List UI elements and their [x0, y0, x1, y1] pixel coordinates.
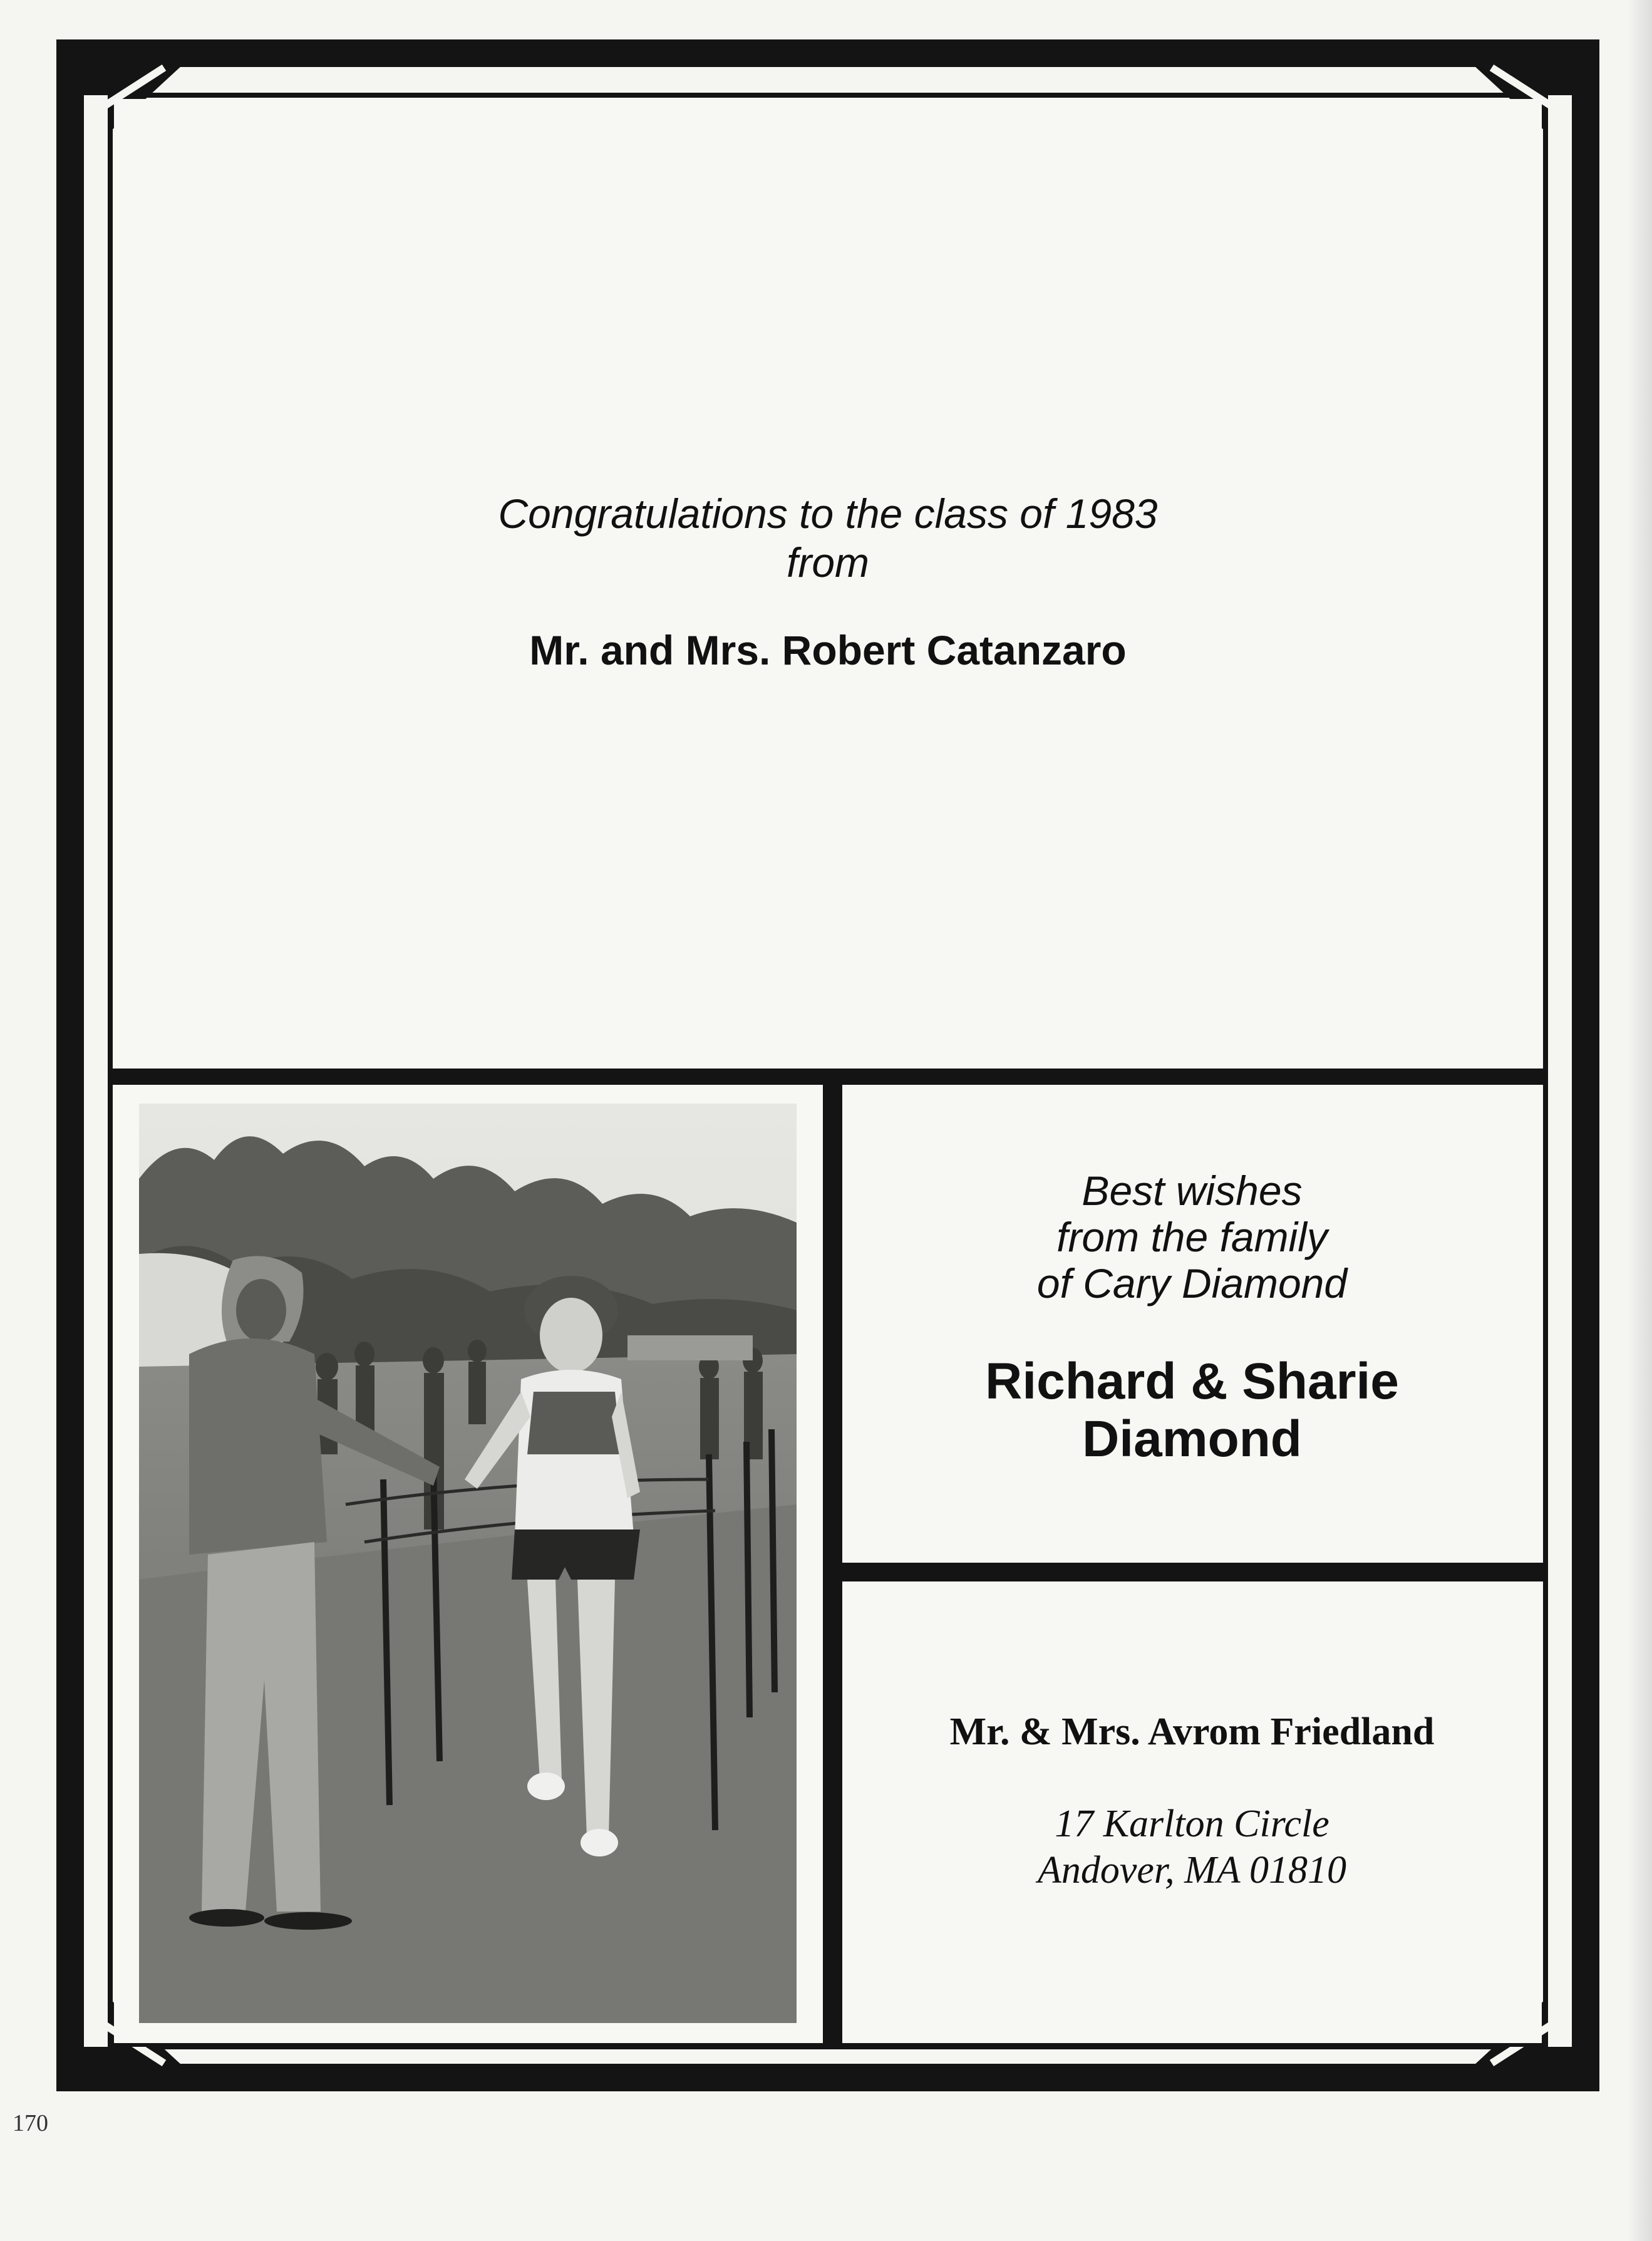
- sponsor-name: Mr. and Mrs. Robert Catanzaro: [529, 627, 1127, 673]
- friedland-ad-panel: [842, 1581, 1542, 2043]
- page-number: 170: [13, 2110, 48, 2136]
- address-line: 17 Karlton Circle: [1055, 1803, 1329, 1845]
- from-line: from: [787, 539, 869, 586]
- runner-photo: [139, 1104, 797, 2023]
- friedland-sponsor-name: Mr. & Mrs. Avrom Friedland: [949, 1711, 1435, 1753]
- wishes-line: of Cary Diamond: [1036, 1260, 1348, 1307]
- congratulations-line: Congratulations to the class of 1983: [498, 490, 1158, 537]
- diamond-ad-panel: [842, 1085, 1542, 1563]
- wishes-line: from the family: [1056, 1214, 1328, 1260]
- best-wishes-text: [842, 1167, 1542, 1307]
- diamond-sponsor-names: [842, 1353, 1542, 1468]
- address-line: Andover, MA 01810: [1037, 1849, 1347, 1892]
- friedland-address: [842, 1801, 1542, 1893]
- wishes-line: Best wishes: [1082, 1167, 1303, 1214]
- catanzaro-ad-panel: [114, 99, 1542, 1069]
- names-line: Diamond: [1082, 1410, 1302, 1467]
- photo-panel: [114, 1085, 823, 2043]
- names-line: Richard & Sharie: [985, 1353, 1399, 1410]
